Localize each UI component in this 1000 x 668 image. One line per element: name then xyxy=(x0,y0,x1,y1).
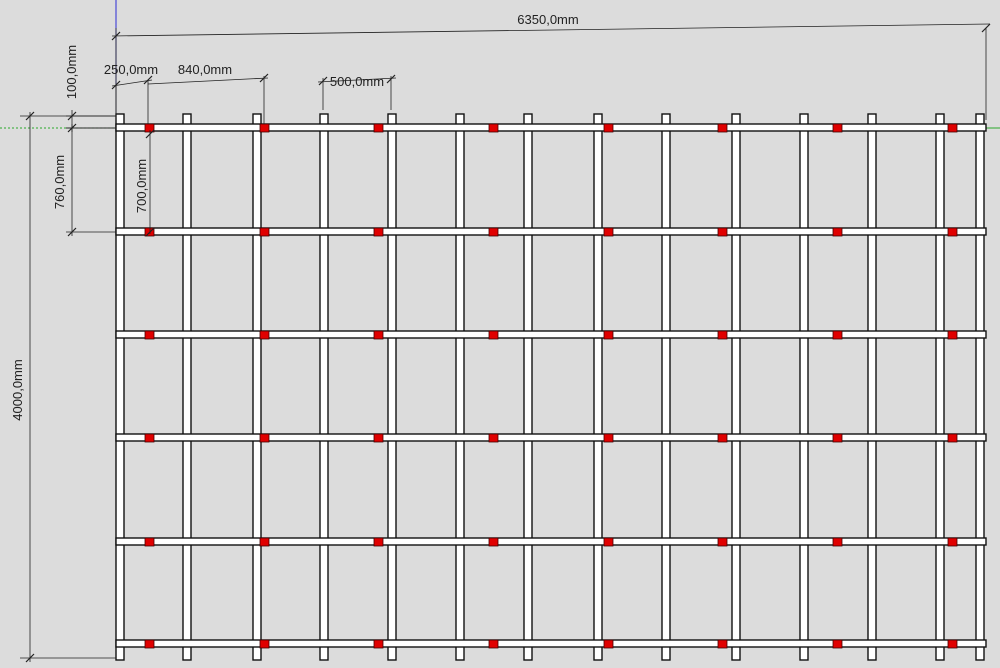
connector-block[interactable] xyxy=(374,331,383,339)
connector-block[interactable] xyxy=(489,331,498,339)
total-height-label: 4000,0mm xyxy=(10,359,25,421)
vertical-batten[interactable] xyxy=(936,114,944,660)
vertical-batten[interactable] xyxy=(253,114,261,660)
vertical-batten[interactable] xyxy=(183,114,191,660)
horizontal-beam[interactable] xyxy=(116,640,986,647)
vertical-batten[interactable] xyxy=(976,114,984,660)
connector-block[interactable] xyxy=(260,434,269,442)
total-width-label: 6350,0mm xyxy=(517,12,579,27)
connector-block[interactable] xyxy=(948,538,957,546)
connector-block[interactable] xyxy=(260,124,269,132)
connector-block[interactable] xyxy=(489,228,498,236)
horizontal-beam[interactable] xyxy=(116,538,986,545)
connector-block[interactable] xyxy=(718,538,727,546)
connector-block[interactable] xyxy=(145,538,154,546)
connector-block[interactable] xyxy=(718,331,727,339)
connector-block[interactable] xyxy=(260,538,269,546)
connector-block[interactable] xyxy=(718,228,727,236)
vertical-batten[interactable] xyxy=(456,114,464,660)
connector-block[interactable] xyxy=(604,124,613,132)
connector-block[interactable] xyxy=(260,331,269,339)
horizontal-beam[interactable] xyxy=(116,331,986,338)
connector-block[interactable] xyxy=(833,538,842,546)
row-spacing-label: 760,0mm xyxy=(52,154,67,210)
horizontal-beam[interactable] xyxy=(116,228,986,235)
connector-block[interactable] xyxy=(604,331,613,339)
connector-block[interactable] xyxy=(718,124,727,132)
connector-block[interactable] xyxy=(489,538,498,546)
vertical-batten[interactable] xyxy=(388,114,396,660)
connector-block[interactable] xyxy=(833,331,842,339)
vertical-batten[interactable] xyxy=(524,114,532,660)
vertical-batten[interactable] xyxy=(116,114,124,660)
connector-block[interactable] xyxy=(374,124,383,132)
inner-spacing-label: 700,0mm xyxy=(134,158,149,214)
offset-label: 250,0mm xyxy=(103,62,159,77)
vertical-batten[interactable] xyxy=(732,114,740,660)
batten-spacing-label: 500,0mm xyxy=(329,74,385,89)
horizontal-beam[interactable] xyxy=(116,434,986,441)
connector-block[interactable] xyxy=(718,640,727,648)
connector-block[interactable] xyxy=(948,331,957,339)
vertical-batten[interactable] xyxy=(868,114,876,660)
connector-block[interactable] xyxy=(374,538,383,546)
connector-block[interactable] xyxy=(833,640,842,648)
connector-block[interactable] xyxy=(948,124,957,132)
connector-block[interactable] xyxy=(948,434,957,442)
connector-block[interactable] xyxy=(604,538,613,546)
connector-block[interactable] xyxy=(145,434,154,442)
connector-block[interactable] xyxy=(604,228,613,236)
connector-block[interactable] xyxy=(948,228,957,236)
connector-block[interactable] xyxy=(145,640,154,648)
connector-block[interactable] xyxy=(833,434,842,442)
connector-block[interactable] xyxy=(374,640,383,648)
connector-block[interactable] xyxy=(604,434,613,442)
vertical-batten[interactable] xyxy=(662,114,670,660)
vertical-batten[interactable] xyxy=(800,114,808,660)
connector-block[interactable] xyxy=(833,124,842,132)
connector-block[interactable] xyxy=(260,228,269,236)
connector-block[interactable] xyxy=(833,228,842,236)
connector-block[interactable] xyxy=(489,124,498,132)
vertical-batten[interactable] xyxy=(320,114,328,660)
horizontal-beam[interactable] xyxy=(116,124,986,131)
connector-block[interactable] xyxy=(718,434,727,442)
connector-block[interactable] xyxy=(489,434,498,442)
connector-block[interactable] xyxy=(948,640,957,648)
connector-block[interactable] xyxy=(374,434,383,442)
vertical-batten[interactable] xyxy=(594,114,602,660)
connector-block[interactable] xyxy=(374,228,383,236)
joist-spacing-label: 840,0mm xyxy=(177,62,233,77)
top-overhang-label: 100,0mm xyxy=(64,44,79,100)
connector-block[interactable] xyxy=(604,640,613,648)
connector-block[interactable] xyxy=(145,331,154,339)
connector-block[interactable] xyxy=(260,640,269,648)
connector-block[interactable] xyxy=(489,640,498,648)
